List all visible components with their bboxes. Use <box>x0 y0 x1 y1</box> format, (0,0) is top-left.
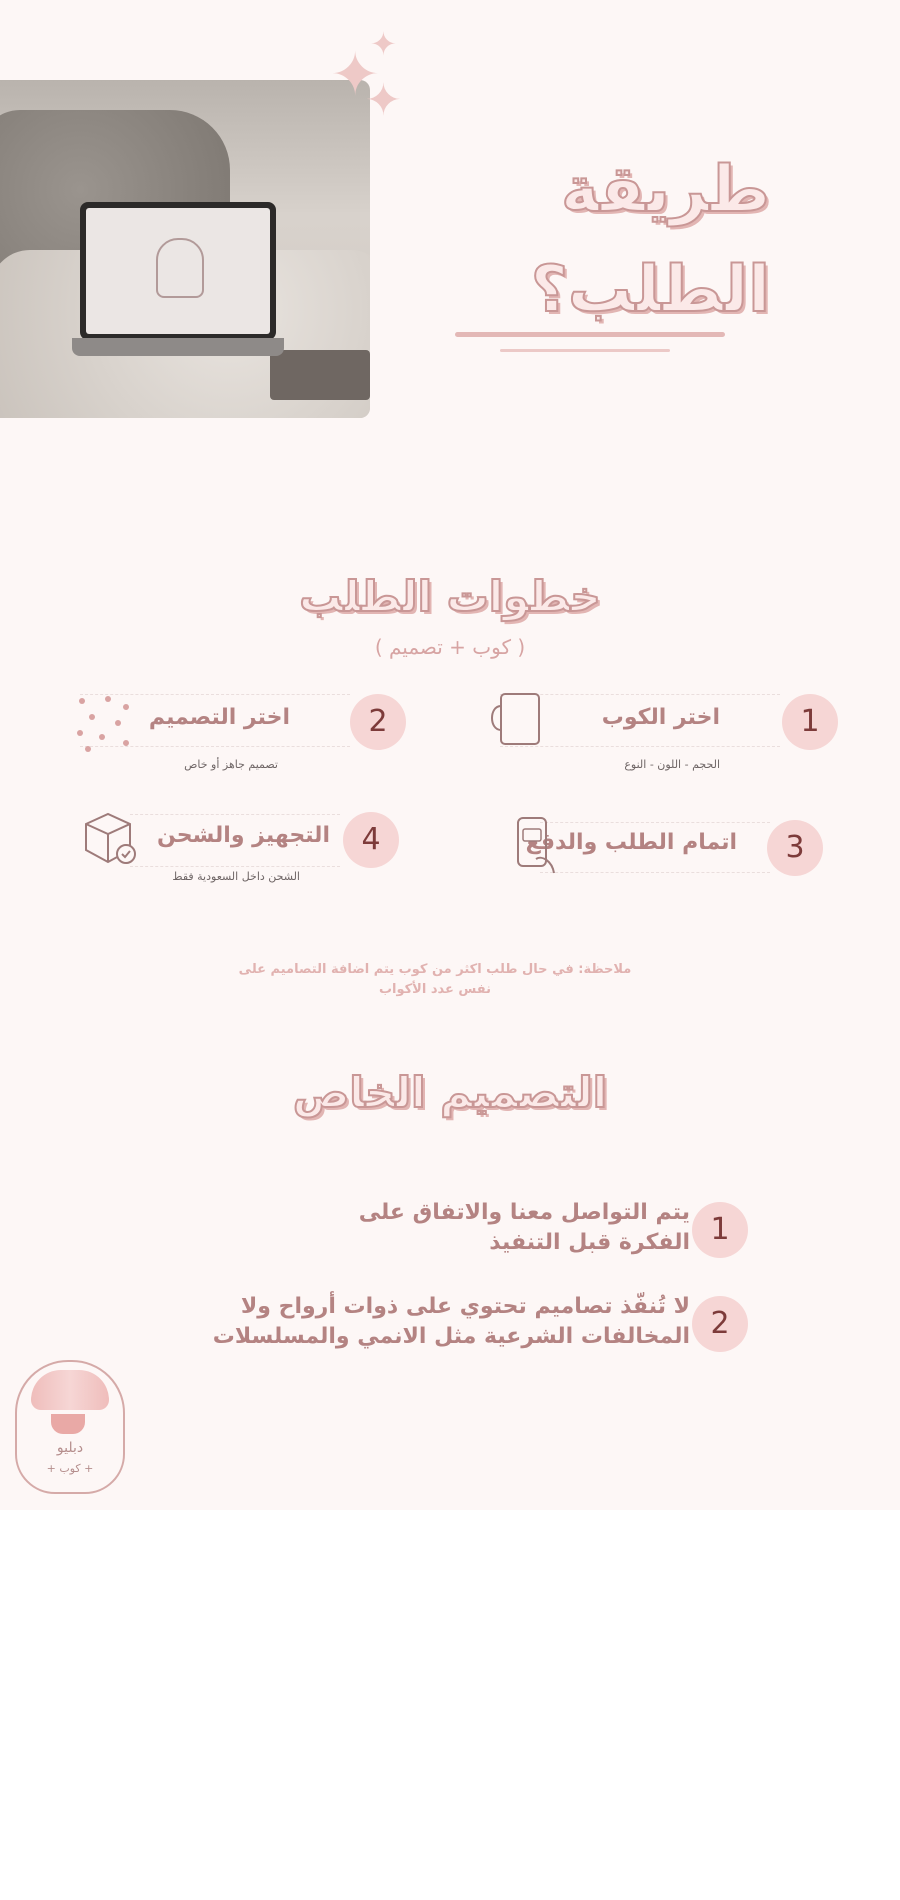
custom-design-title: التصميم الخاص <box>292 1068 608 1117</box>
logo-name: دبليو <box>56 1440 84 1456</box>
hero-title-line2: الطلب؟ <box>530 253 770 327</box>
logo-sub: + كوب + <box>46 1462 94 1475</box>
steps-subtitle: ( كوب + تصميم ) <box>374 635 526 659</box>
sparkle-icon: ✦ <box>330 40 381 110</box>
multi-cup-note: ملاحظة: في حال طلب اكثر من كوب يتم اضافة التصاميم على نفس عدد الأكواب <box>238 962 632 997</box>
step-1-number: 1 <box>782 694 838 750</box>
step-1-label: اختر الكوب <box>601 705 720 730</box>
step-2-sub: تصميم جاهز أو خاص <box>184 758 278 771</box>
books-shape <box>270 350 370 400</box>
rule-1-text: يتم التواصل معنا والاتفاق على الفكرة قبل التنفيذ <box>358 1200 690 1255</box>
step-3-label: اتمام الطلب والدفع <box>525 830 737 855</box>
laptop-screen <box>80 202 276 340</box>
brand-logo <box>15 1360 125 1494</box>
rule-1-number: 1 <box>692 1202 748 1258</box>
laptop-base <box>72 338 284 356</box>
sparkle-icon: ✦ <box>370 25 397 63</box>
logo-cup-icon <box>51 1414 85 1434</box>
paw-pattern-icon <box>72 693 136 753</box>
step-4-label: التجهيز والشحن <box>156 823 330 848</box>
rule-2-number: 2 <box>692 1296 748 1352</box>
mug-icon <box>487 690 547 748</box>
laptop-photo <box>0 80 370 418</box>
title-underline <box>455 332 725 337</box>
box-check-icon <box>80 810 140 866</box>
hero-title <box>531 140 770 340</box>
step-2-number: 2 <box>350 694 406 750</box>
hero-title-line1: طريقة <box>561 153 770 227</box>
phone-payment-icon <box>512 815 558 877</box>
rule-2-text: لا تُنفّذ تصاميم تحتوي على ذوات أرواح ولا المخالفات الشرعية مثل الانمي والمسلسلات <box>212 1294 690 1349</box>
step-2-label: اختر التصميم <box>148 705 290 730</box>
step-4-number: 4 <box>343 812 399 868</box>
step-3-number: 3 <box>767 820 823 876</box>
step-4-sub: الشحن داخل السعودية فقط <box>172 870 300 883</box>
step-1-sub: الحجم - اللون - النوع <box>624 758 720 771</box>
laptop-logo-icon <box>156 238 204 298</box>
sparkle-icon: ✦ <box>365 75 402 126</box>
steps-title: خطوات الطلب <box>299 572 601 621</box>
logo-wave-icon <box>31 1370 109 1410</box>
title-underline <box>500 349 670 352</box>
